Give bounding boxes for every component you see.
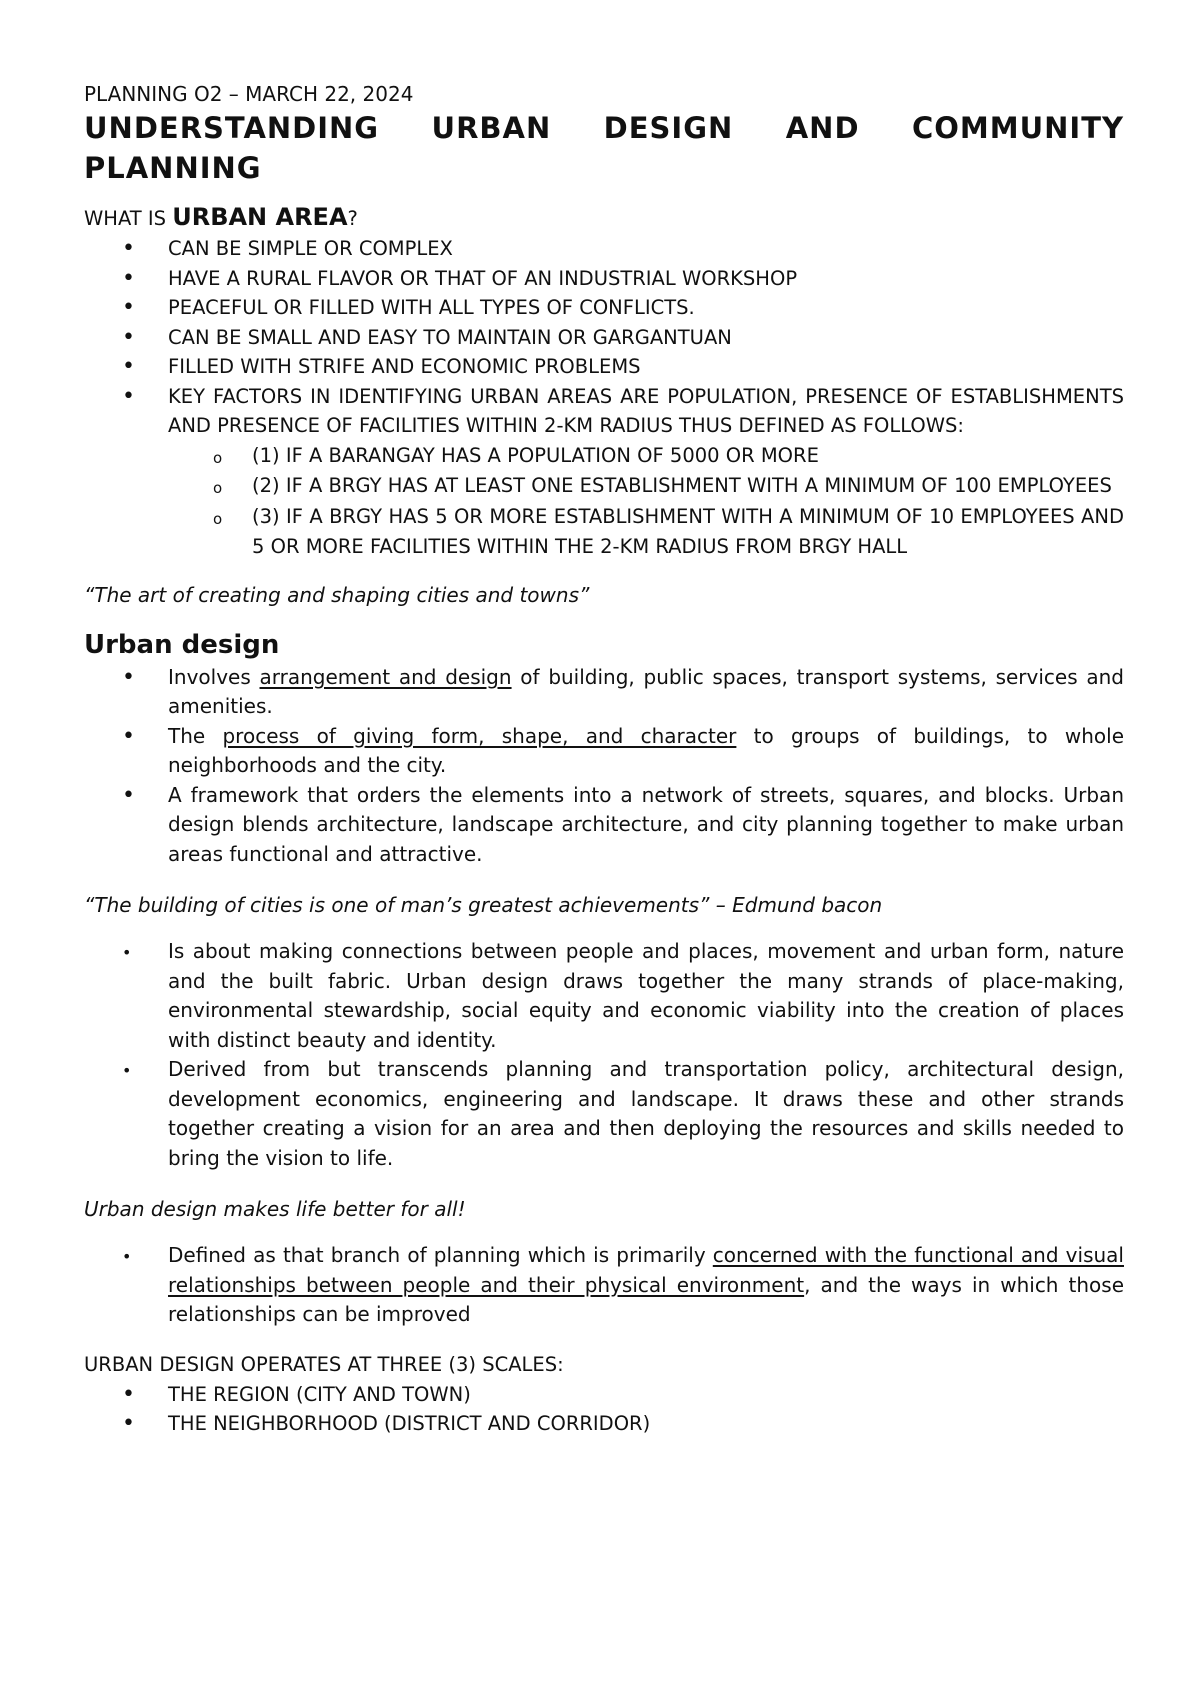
document-title: UNDERSTANDING URBAN DESIGN AND COMMUNITY PLANNING [84, 111, 1124, 185]
list-item: • THE NEIGHBORHOOD (DISTRICT AND CORRIDOR) [84, 1409, 1124, 1439]
list-item: • THE REGION (CITY AND TOWN) [84, 1380, 1124, 1410]
list-item: • KEY FACTORS IN IDENTIFYING URBAN AREAS ARE POPULATION, PRESENCE OF ESTABLISHMENTS AND PRESENCE OF FACILITIES WITHIN 2-KM RADIUS THUS DEFINED AS FOLLOWS: o (1) IF A BARANGAY HAS A POPULATION OF 5000 OR MORE o (2) IF A BRGY HAS AT LEAST ONE ESTABLISHMENT WITH A MINIMUM OF 100 EMPLOYEES o (3) IF A BRGY HAS 5 OR MORE ESTABLISHMENT WITH A MINIMUM OF 10 EMPLOYEES AND 5 OR MORE FACILITIES WITHIN THE 2-KM RADIUS FROM BRGY HALL [84, 382, 1124, 563]
connections-list [84, 937, 1124, 1173]
scales-heading: URBAN DESIGN OPERATES AT THREE (3) SCALES: [84, 1352, 564, 1376]
urban-design-list [84, 663, 1124, 870]
list-item: • CAN BE SMALL AND EASY TO MAINTAIN OR GARGANTUAN [84, 323, 1124, 353]
criteria-sublist [168, 441, 1124, 563]
urban-design-heading: Urban design [84, 629, 280, 660]
list-item: • PEACEFUL OR FILLED WITH ALL TYPES OF CONFLICTS. [84, 293, 1124, 323]
list-item: • Derived from but transcends planning and transportation policy, architectural design, development economics, engineering and landscape. It draws these and other strands together creating a vision for an area and then deploying the resources and skills needed to bring the vision to life. [84, 1055, 1124, 1173]
document-page [84, 80, 1124, 1439]
list-item: • Involves arrangement and design of building, public spaces, transport systems, services and amenities. [84, 663, 1124, 722]
urban-area-question: WHAT IS URBAN AREA? [84, 203, 358, 231]
sublist-item: o (1) IF A BARANGAY HAS A POPULATION OF 5000 OR MORE [168, 441, 1124, 472]
list-item: • CAN BE SIMPLE OR COMPLEX [84, 234, 1124, 264]
quote-art-of-creating: “The art of creating and shaping cities and towns” [84, 582, 590, 607]
list-item: • Is about making connections between people and places, movement and urban form, nature and the built fabric. Urban design draws together the many strands of place-making, environmental stewardship, social equity and economic viability into the creation of places with distinct beauty and identity. [84, 937, 1124, 1055]
list-item: • HAVE A RURAL FLAVOR OR THAT OF AN INDUSTRIAL WORKSHOP [84, 264, 1124, 294]
quote-edmund-bacon: “The building of cities is one of man’s greatest achievements” – Edmund bacon [84, 893, 883, 917]
list-item: • Defined as that branch of planning which is primarily concerned with the functional and visual relationships between people and their physical environment, and the ways in which those relationships can be improved [84, 1241, 1124, 1330]
scales-list [84, 1380, 1124, 1439]
list-item: • FILLED WITH STRIFE AND ECONOMIC PROBLEMS [84, 352, 1124, 382]
defined-list [84, 1241, 1124, 1330]
urban-area-term: URBAN AREA [172, 203, 348, 231]
quote-life-better: Urban design makes life better for all! [84, 1197, 466, 1221]
list-item: • The process of giving form, shape, and character to groups of buildings, to whole neighborhoods and the city. [84, 722, 1124, 781]
list-item: • A framework that orders the elements into a network of streets, squares, and blocks. Urban design blends architecture, landscape architecture, and city planning together to make urban areas functional and attractive. [84, 781, 1124, 870]
document-header: PLANNING O2 – MARCH 22, 2024 [84, 82, 414, 106]
sublist-item: o (3) IF A BRGY HAS 5 OR MORE ESTABLISHMENT WITH A MINIMUM OF 10 EMPLOYEES AND 5 OR MORE FACILITIES WITHIN THE 2-KM RADIUS FROM BRGY HALL [168, 502, 1124, 563]
sublist-item: o (2) IF A BRGY HAS AT LEAST ONE ESTABLISHMENT WITH A MINIMUM OF 100 EMPLOYEES [168, 471, 1124, 502]
urban-area-list [84, 234, 1124, 563]
